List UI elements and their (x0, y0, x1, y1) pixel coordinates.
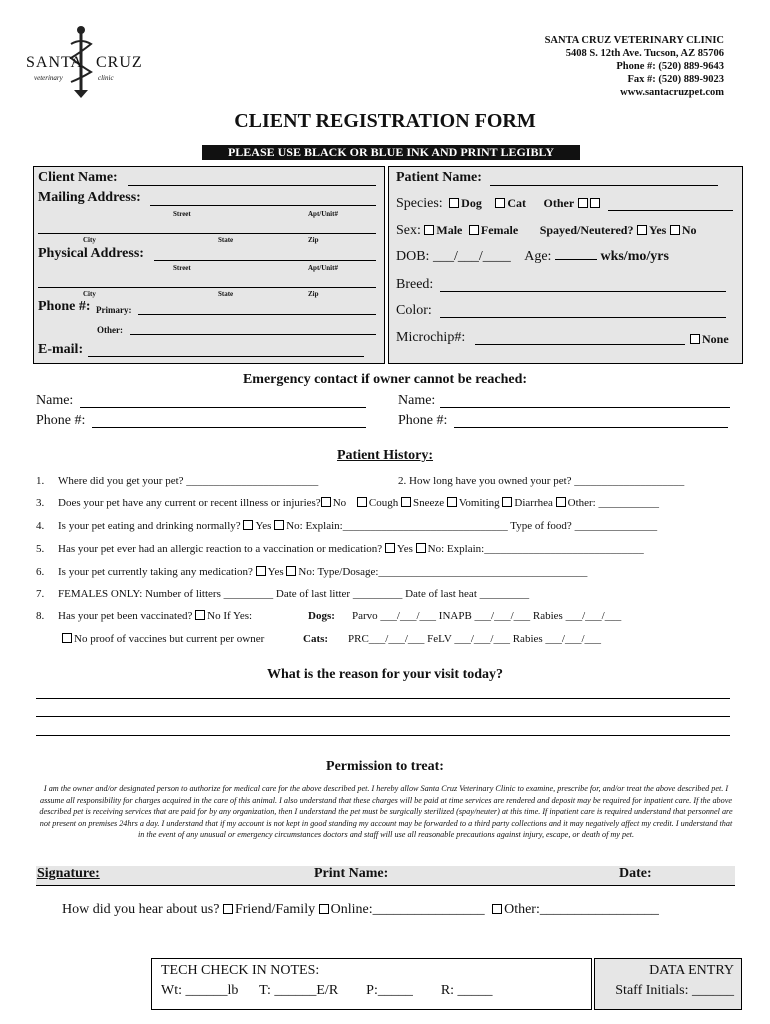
male-label: Male (436, 223, 463, 237)
emergency-phone-1-field[interactable] (92, 427, 366, 428)
mailing-zip-caption: Zip (308, 236, 319, 244)
signature-label[interactable]: Signature: (37, 866, 100, 881)
clinic-address: 5408 S. 12th Ave. Tucson, AZ 85706 (565, 48, 724, 59)
q3-diarrhea-label: Diarrhea (514, 497, 553, 509)
q5-no-checkbox[interactable] (416, 543, 426, 553)
history-num-8: 8. (36, 610, 45, 622)
q4-explain: No: Explain:______________________________ Type of food? _______________ (286, 520, 658, 532)
email-field[interactable] (88, 356, 364, 357)
q5-explain: No: Explain:_____________________________ (427, 543, 644, 555)
physical-apt-caption: Apt/Unit# (308, 264, 338, 272)
reason-line-3[interactable] (36, 735, 730, 736)
q6-yes-label: Yes (267, 566, 284, 578)
male-checkbox[interactable] (424, 225, 434, 235)
history-q1: Where did you get your pet? ________________________ (58, 475, 319, 487)
emergency-phone-2-label: Phone #: (398, 413, 448, 428)
mailing-address-label: Mailing Address: (38, 190, 141, 205)
history-num-5: 5. (36, 543, 45, 555)
physical-street-caption: Street (173, 264, 191, 272)
q3-sneeze-label: Sneeze (412, 497, 445, 509)
q3-no-checkbox[interactable] (321, 497, 331, 507)
spayed-no-checkbox[interactable] (670, 225, 680, 235)
clinic-fax: Fax #: (520) 889-9023 (627, 74, 724, 85)
emergency-name-1-field[interactable] (80, 407, 366, 408)
history-num-1: 1. (36, 475, 45, 487)
q8-no-checkbox[interactable] (195, 610, 205, 620)
q5-yes-label: Yes (396, 543, 413, 555)
history-num-4: 4. (36, 520, 45, 532)
other-species-label: Other (543, 196, 575, 210)
spayed-label: Spayed/Neutered? (539, 223, 634, 237)
history-q7: FEMALES ONLY: Number of litters _________ Date of last litter _________ Date of last heat _________ (58, 588, 530, 600)
noproof-label: No proof of vaccines but current per owner (74, 633, 265, 645)
history-num-3: 3. (36, 497, 45, 509)
friend-checkbox[interactable] (223, 904, 233, 914)
spayed-yes-checkbox[interactable] (637, 225, 647, 235)
breed-label: Breed: (396, 277, 434, 292)
clinic-website: www.santacruzpet.com (620, 87, 724, 98)
emergency-name-1-label: Name: (36, 393, 74, 408)
mailing-city-caption: City (83, 236, 96, 244)
age-label: Age: (524, 249, 552, 264)
online-label: Online:________________ (330, 902, 485, 917)
history-q6-text: Is your pet currently taking any medication? (58, 566, 253, 578)
date-label[interactable]: Date: (619, 866, 652, 881)
female-checkbox[interactable] (469, 225, 479, 235)
dogs-vaccines: Parvo ___/___/___ INAPB ___/___/___ Rabies ___/___/___ (352, 610, 622, 622)
cat-label: Cat (507, 196, 526, 210)
color-field[interactable] (440, 317, 726, 318)
email-label: E-mail: (38, 342, 84, 357)
emergency-phone-1-label: Phone #: (36, 413, 86, 428)
history-q4-text: Is your pet eating and drinking normally? (58, 520, 241, 532)
q3-cough-checkbox[interactable] (357, 497, 367, 507)
hear-question: How did you hear about us? (62, 902, 220, 917)
q6-explain: No: Type/Dosage:______________________________________ (298, 566, 588, 578)
logo-sub-right: clinic (98, 74, 114, 82)
other-phone-field[interactable] (130, 334, 376, 335)
history-q3 (58, 497, 659, 509)
clinic-info (545, 34, 724, 99)
hear-other-checkbox[interactable] (492, 904, 502, 914)
history-num-6: 6. (36, 566, 45, 578)
permission-title: Permission to treat: (326, 759, 444, 774)
reason-title: What is the reason for your visit today? (266, 667, 504, 682)
q5-yes-checkbox[interactable] (385, 543, 395, 553)
noproof-row (62, 633, 264, 645)
data-entry-title: DATA ENTRY (649, 963, 734, 978)
client-name-field[interactable] (128, 185, 376, 186)
history-q4 (58, 520, 657, 532)
reason-line-2[interactable] (36, 716, 730, 717)
microchip-none (690, 332, 729, 347)
other-phone-label: Other: (97, 325, 123, 335)
history-q6 (58, 566, 587, 578)
emergency-name-2-field[interactable] (440, 407, 730, 408)
q3-vomiting-checkbox[interactable] (447, 497, 457, 507)
hear-row (62, 902, 659, 918)
q3-sneeze-checkbox[interactable] (401, 497, 411, 507)
tech-title: TECH CHECK IN NOTES: (161, 963, 320, 978)
friend-label: Friend/Family (234, 902, 316, 917)
primary-phone-field[interactable] (138, 314, 376, 315)
microchip-none-checkbox[interactable] (690, 334, 700, 344)
age-units: wks/mo/yrs (600, 249, 669, 264)
emergency-phone-2-field[interactable] (454, 427, 728, 428)
mailing-apt-caption: Apt/Unit# (308, 210, 338, 218)
mailing-street-caption: Street (173, 210, 191, 218)
patient-name-field[interactable] (490, 185, 718, 186)
other-species-field[interactable] (608, 210, 733, 211)
dogs-label: Dogs: (308, 610, 335, 622)
spayed-no-label: No (681, 223, 697, 237)
microchip-field[interactable] (475, 344, 685, 345)
dob-age-row (396, 249, 669, 265)
noproof-checkbox[interactable] (62, 633, 72, 643)
age-field[interactable] (555, 259, 597, 260)
emergency-name-2-label: Name: (398, 393, 436, 408)
clinic-logo (26, 20, 143, 100)
permission-text: I am the owner and/or designated person to authorize for medical care for the above described pet. I hereby allow Santa Cruz Veterinary Clinic to examine, prescribe for, and/or treat the above described pet. I assume all responsibility for charges acquired in the care of this animal. I also understand that these charges will be paid at time services are rendered and deposit may be required for inpatient care. If the above described pet is receiving services that are paid for by any organization, then I understand the pet must be surgically sterilized (spay/neuter) at this time. If inpatient care is required understand that personnel are not present on premises 24hrs a day. I understand that if my account is not kept in good standing my account may be forwarded to a third party collections and it may negatively affect my credit. I understand that in the event of any unusual or emergency circumstances doctors and staff will use all reasonable precautions against injury, escape, or death of my pet. (39, 784, 733, 839)
dob-field[interactable]: ___/___/____ (432, 249, 511, 264)
history-q5 (58, 543, 644, 555)
online-checkbox[interactable] (319, 904, 329, 914)
mailing-state-caption: State (218, 236, 234, 244)
history-q8 (58, 610, 252, 622)
sex-row (396, 223, 697, 239)
sex-label: Sex: (396, 223, 421, 238)
physical-zip-caption: Zip (308, 290, 319, 298)
hear-other-label: Other:_________________ (504, 902, 659, 917)
q3-diarrhea-checkbox[interactable] (502, 497, 512, 507)
cat-checkbox[interactable] (495, 198, 505, 208)
microchip-label: Microchip#: (396, 330, 466, 345)
history-q2: 2. How long have you owned your pet? ____________________ (398, 475, 685, 487)
history-num-7: 7. (36, 588, 45, 600)
q6-yes-checkbox[interactable] (256, 566, 266, 576)
species-label: Species: (396, 196, 443, 211)
phone-label: Phone #: (38, 299, 91, 314)
client-name-label: Client Name: (38, 170, 118, 185)
physical-address-label: Physical Address: (38, 246, 144, 261)
q4-no-checkbox[interactable] (274, 520, 284, 530)
logo-text-right: CRUZ (96, 54, 143, 71)
form-title: CLIENT REGISTRATION FORM (234, 110, 536, 132)
spayed-yes-label: Yes (648, 223, 667, 237)
logo-text-left: SANTA (26, 54, 84, 71)
history-q3-text: Does your pet have any current or recent illness or injuries? (58, 497, 321, 509)
other-species-checkbox-1[interactable] (578, 198, 588, 208)
q6-no-checkbox[interactable] (286, 566, 296, 576)
q8-if-yes: No If Yes: (207, 610, 253, 622)
q3-vomiting-label: Vomiting (458, 497, 500, 509)
history-title: Patient History: (336, 448, 434, 463)
history-q8-text: Has your pet been vaccinated? (58, 610, 193, 622)
physical-street-field[interactable] (154, 260, 376, 261)
dog-label: Dog (461, 196, 482, 210)
ink-banner: PLEASE USE BLACK OR BLUE INK AND PRINT LEGIBLY (202, 145, 580, 160)
physical-city-caption: City (83, 290, 96, 298)
print-name-label[interactable]: Print Name: (314, 866, 389, 881)
species-row (396, 196, 602, 212)
patient-name-label: Patient Name: (396, 170, 482, 185)
staff-initials[interactable]: Staff Initials: ______ (615, 983, 734, 998)
q3-other-label: Other: ___________ (567, 497, 659, 509)
q4-yes-label: Yes (255, 520, 272, 532)
reason-line-1[interactable] (36, 698, 730, 699)
color-label: Color: (396, 303, 432, 318)
clinic-name: SANTA CRUZ VETERINARY CLINIC (544, 35, 724, 46)
physical-state-caption: State (218, 290, 234, 298)
mailing-city-field[interactable] (38, 233, 376, 234)
other-species-checkbox-2[interactable] (590, 198, 600, 208)
mailing-street-field[interactable] (150, 205, 376, 206)
microchip-none-label: None (702, 332, 729, 346)
q3-other-checkbox[interactable] (556, 497, 566, 507)
dog-checkbox[interactable] (449, 198, 459, 208)
logo-sub-left: veterinary (34, 74, 63, 82)
q3-cough-label: Cough (368, 497, 399, 509)
history-q5-text: Has your pet ever had an allergic reaction to a vaccination or medication? (58, 543, 383, 555)
tech-values[interactable]: Wt: ______lb T: ______E/R P:_____ R: _____ (161, 983, 493, 998)
cats-label: Cats: (303, 633, 329, 645)
emergency-title: Emergency contact if owner cannot be reached: (242, 372, 528, 387)
female-label: Female (480, 223, 519, 237)
breed-field[interactable] (440, 291, 726, 292)
primary-phone-label: Primary: (96, 305, 132, 315)
physical-city-field[interactable] (38, 287, 376, 288)
clinic-phone: Phone #: (520) 889-9643 (616, 61, 724, 72)
dob-label: DOB: (396, 249, 430, 264)
cats-vaccines: PRC___/___/___ FeLV ___/___/___ Rabies ___/___/___ (348, 633, 602, 645)
q3-no-label: No (332, 497, 347, 509)
q4-yes-checkbox[interactable] (243, 520, 253, 530)
